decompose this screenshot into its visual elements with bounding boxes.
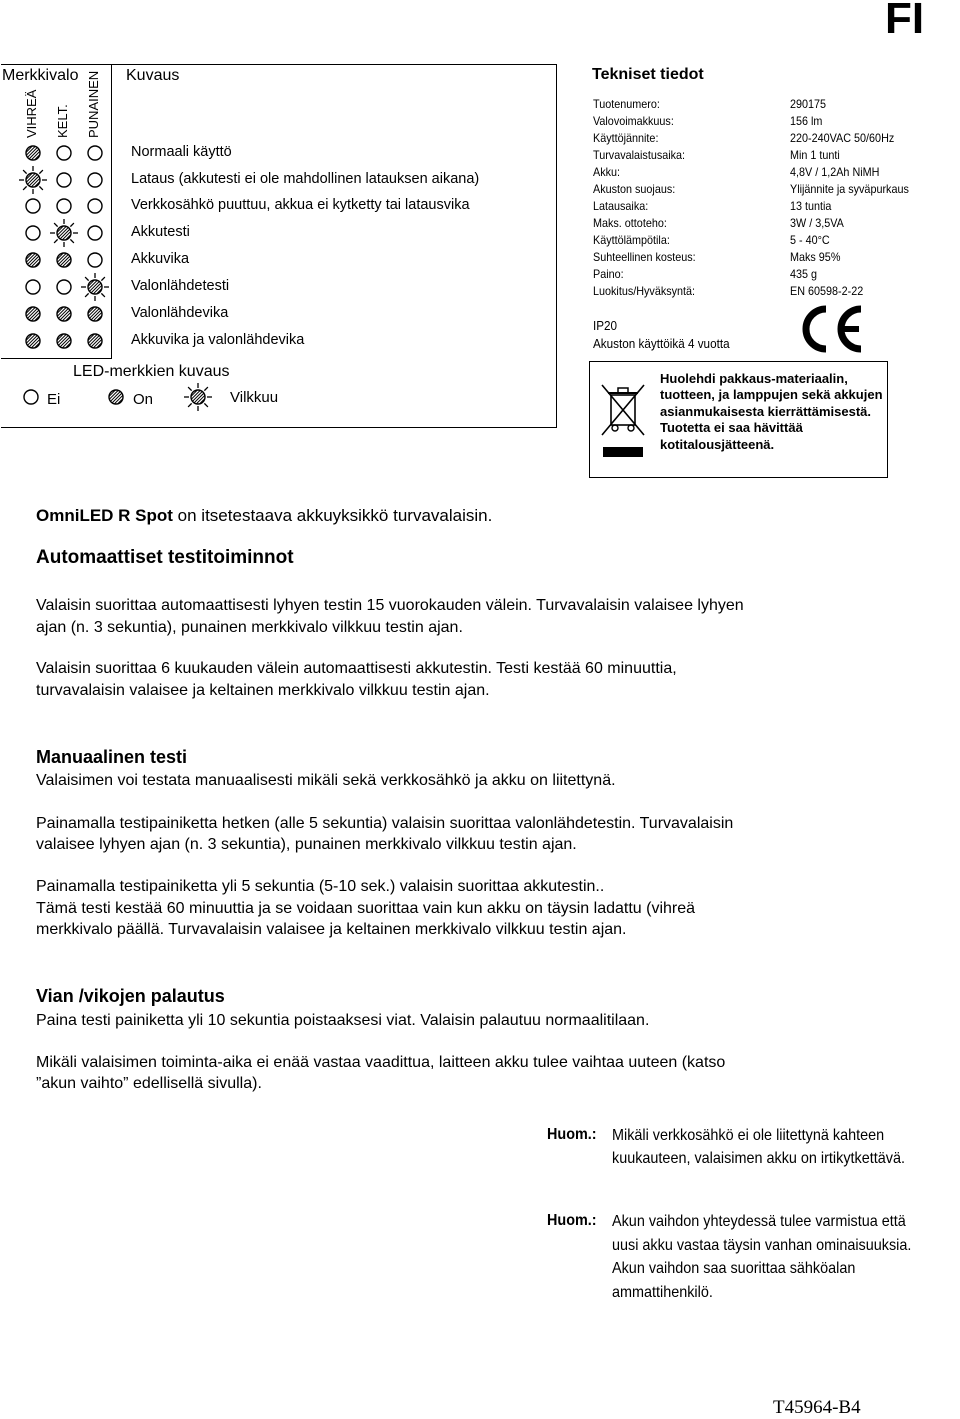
intro-text: on itsetestaava akkuyksikkö turvavalaisin.	[172, 506, 493, 525]
ce-mark-icon	[797, 303, 867, 355]
crossed-bin-icon	[600, 381, 646, 439]
legend-off-label: Ei	[47, 391, 61, 408]
spec-value: Ylijännite ja syväpurkaus	[790, 182, 909, 196]
row-description: Valonlähdetesti	[131, 278, 230, 294]
row-description: Akkuvika	[131, 251, 190, 267]
led-on-icon	[18, 326, 48, 361]
intro-line	[36, 505, 492, 527]
spec-value: 5 - 40°C	[790, 233, 830, 247]
led-on-icon	[80, 326, 110, 361]
paragraph: ”akun vaihto” edellisellä sivulla).	[36, 1075, 262, 1092]
note-label: Huom.:	[547, 1126, 597, 1143]
bin-underline-bar	[603, 447, 643, 457]
spec-value: EN 60598-2-22	[790, 284, 864, 298]
paragraph: Paina testi painiketta yli 10 sekuntia poistaaksesi viat. Valaisin palautuu normaalitilaan.	[36, 1012, 650, 1029]
spec-label: Paino:	[593, 267, 624, 281]
fault-reset-title: Vian /vikojen palautus	[36, 986, 225, 1006]
legend-led-blink-icon	[183, 382, 213, 417]
spec-label: Suhteellinen kosteus:	[593, 250, 696, 264]
paragraph: ajan (n. 3 sekuntia), punainen merkkivalo vilkkuu testin ajan.	[36, 619, 463, 636]
manual-test-title: Manuaalinen testi	[36, 747, 188, 767]
auto-test-title: Automaattiset testitoiminnot	[36, 547, 294, 568]
paragraph: merkkivalo päällä. Turvavalaisin valaisee ja keltainen merkkivalo vilkkuu testin ajan.	[36, 921, 627, 938]
row-description: Akkuvika ja valonlähdevika	[131, 332, 305, 348]
spec-value: 3W / 3,5VA	[790, 216, 844, 230]
legend-blink-label: Vilkkuu	[230, 389, 279, 406]
paragraph: Painamalla testipainiketta hetken (alle 5 sekuntia) valaisin suorittaa valonlähdetestin. Turvavalaisin	[36, 815, 734, 832]
note-line: Akun vaihdon yhteydessä tulee varmistua että	[612, 1213, 906, 1230]
paragraph: valaisee lyhyen ajan (n. 3 sekuntia), punainen merkkivalo vilkkuu testin ajan.	[36, 836, 577, 853]
spec-label: Akku:	[593, 165, 621, 179]
note-line: ammattihenkilö.	[612, 1284, 713, 1301]
legend-title: LED-merkkien kuvaus	[73, 363, 230, 380]
note-label: Huom.:	[547, 1212, 597, 1229]
paragraph: Valaisin suorittaa automaattisesti lyhyen testin 15 vuorokauden välein. Turvavalaisin valaisee lyhyen	[36, 597, 744, 614]
led-color-label: KELT.	[55, 104, 70, 138]
legend-on-label: On	[133, 391, 154, 408]
paragraph: Valaisin suorittaa 6 kuukauden välein automaattisesti akkutestin. Testi kestää 60 minuuttia,	[36, 660, 677, 677]
legend-led-off-icon	[16, 382, 46, 417]
spec-value: 220-240VAC 50/60Hz	[790, 131, 895, 145]
indicator-header: Merkkivalo	[2, 67, 79, 84]
recycling-text: Huolehdi pakkaus-materiaalin, tuotteen, ja lamppujen sekä akkujen asianmukaisesta kierrättämisestä. Tuotetta ei saa hävittää kotitalousjätteenä.	[660, 371, 883, 452]
spec-value: 435 g	[790, 267, 818, 281]
spec-value: 13 tuntia	[790, 199, 832, 213]
spec-label: Akuston suojaus:	[593, 182, 676, 196]
note-line: uusi akku vastaa täysin vanhan ominaisuuksia.	[612, 1237, 912, 1254]
row-description: Valonlähdevika	[131, 305, 229, 321]
row-description: Lataus (akkutesti ei ole mahdollinen latauksen aikana)	[131, 171, 480, 187]
description-header: Kuvaus	[126, 67, 180, 84]
specs-title: Tekniset tiedot	[592, 66, 704, 83]
led-color-label: VIHREÄ	[24, 89, 39, 138]
paragraph: Valaisimen voi testata manuaalisesti mikäli sekä verkkosähkö ja akku on liitettynä.	[36, 772, 616, 789]
spec-label: Luokitus/Hyväksyntä:	[593, 284, 696, 298]
spec-value: 290175	[790, 97, 827, 111]
spec-label: Käyttölämpötila:	[593, 233, 670, 247]
spec-value: Maks 95%	[790, 250, 841, 264]
spec-label: Käyttöjännite:	[593, 131, 659, 145]
note-line: kuukauteen, valaisimen akku on irtikytkettävä.	[612, 1150, 905, 1167]
spec-label: Turvavalaistusaika:	[593, 148, 686, 162]
note-line: Mikäli verkkosähkö ei ole liitettynä kahteen	[612, 1127, 885, 1144]
product-name: OmniLED R Spot	[36, 506, 173, 525]
led-on-icon	[49, 326, 79, 361]
paragraph: turvavalaisin valaisee ja keltainen merkkivalo vilkkuu testin ajan.	[36, 682, 490, 699]
table-divider	[111, 64, 112, 359]
ip-rating: IP20	[593, 318, 618, 333]
battery-life: Akuston käyttöikä 4 vuotta	[593, 336, 730, 351]
paragraph: Tämä testi kestää 60 minuuttia ja se voidaan suorittaa vain kun akku on täysin ladattu (vihreä	[36, 900, 696, 917]
document-id: T45964-B4	[773, 1397, 861, 1418]
spec-value: Min 1 tunti	[790, 148, 840, 162]
spec-label: Maks. ottoteho:	[593, 216, 667, 230]
row-description: Normaali käyttö	[131, 144, 232, 160]
spec-label: Tuotenumero:	[593, 97, 660, 111]
row-description: Verkkosähkö puuttuu, akkua ei kytketty tai latausvika	[131, 197, 470, 213]
spec-label: Valovoimakkuus:	[593, 114, 674, 128]
row-description: Akkutesti	[131, 224, 190, 240]
paragraph: Mikäli valaisimen toiminta-aika ei enää vastaa vaadittua, laitteen akku tulee vaihtaa uuteen (katso	[36, 1054, 726, 1071]
spec-value: 156 lm	[790, 114, 823, 128]
note-line: Akun vaihdon saa suorittaa sähköalan	[612, 1260, 856, 1277]
language-code: FI	[885, 0, 925, 43]
paragraph: Painamalla testipainiketta yli 5 sekuntia (5-10 sek.) valaisin suorittaa akkutestin..	[36, 878, 605, 895]
led-color-label: PUNAINEN	[86, 70, 101, 138]
spec-label: Latausaika:	[593, 199, 649, 213]
spec-value: 4,8V / 1,2Ah NiMH	[790, 165, 880, 179]
legend-led-on-icon	[101, 382, 131, 417]
